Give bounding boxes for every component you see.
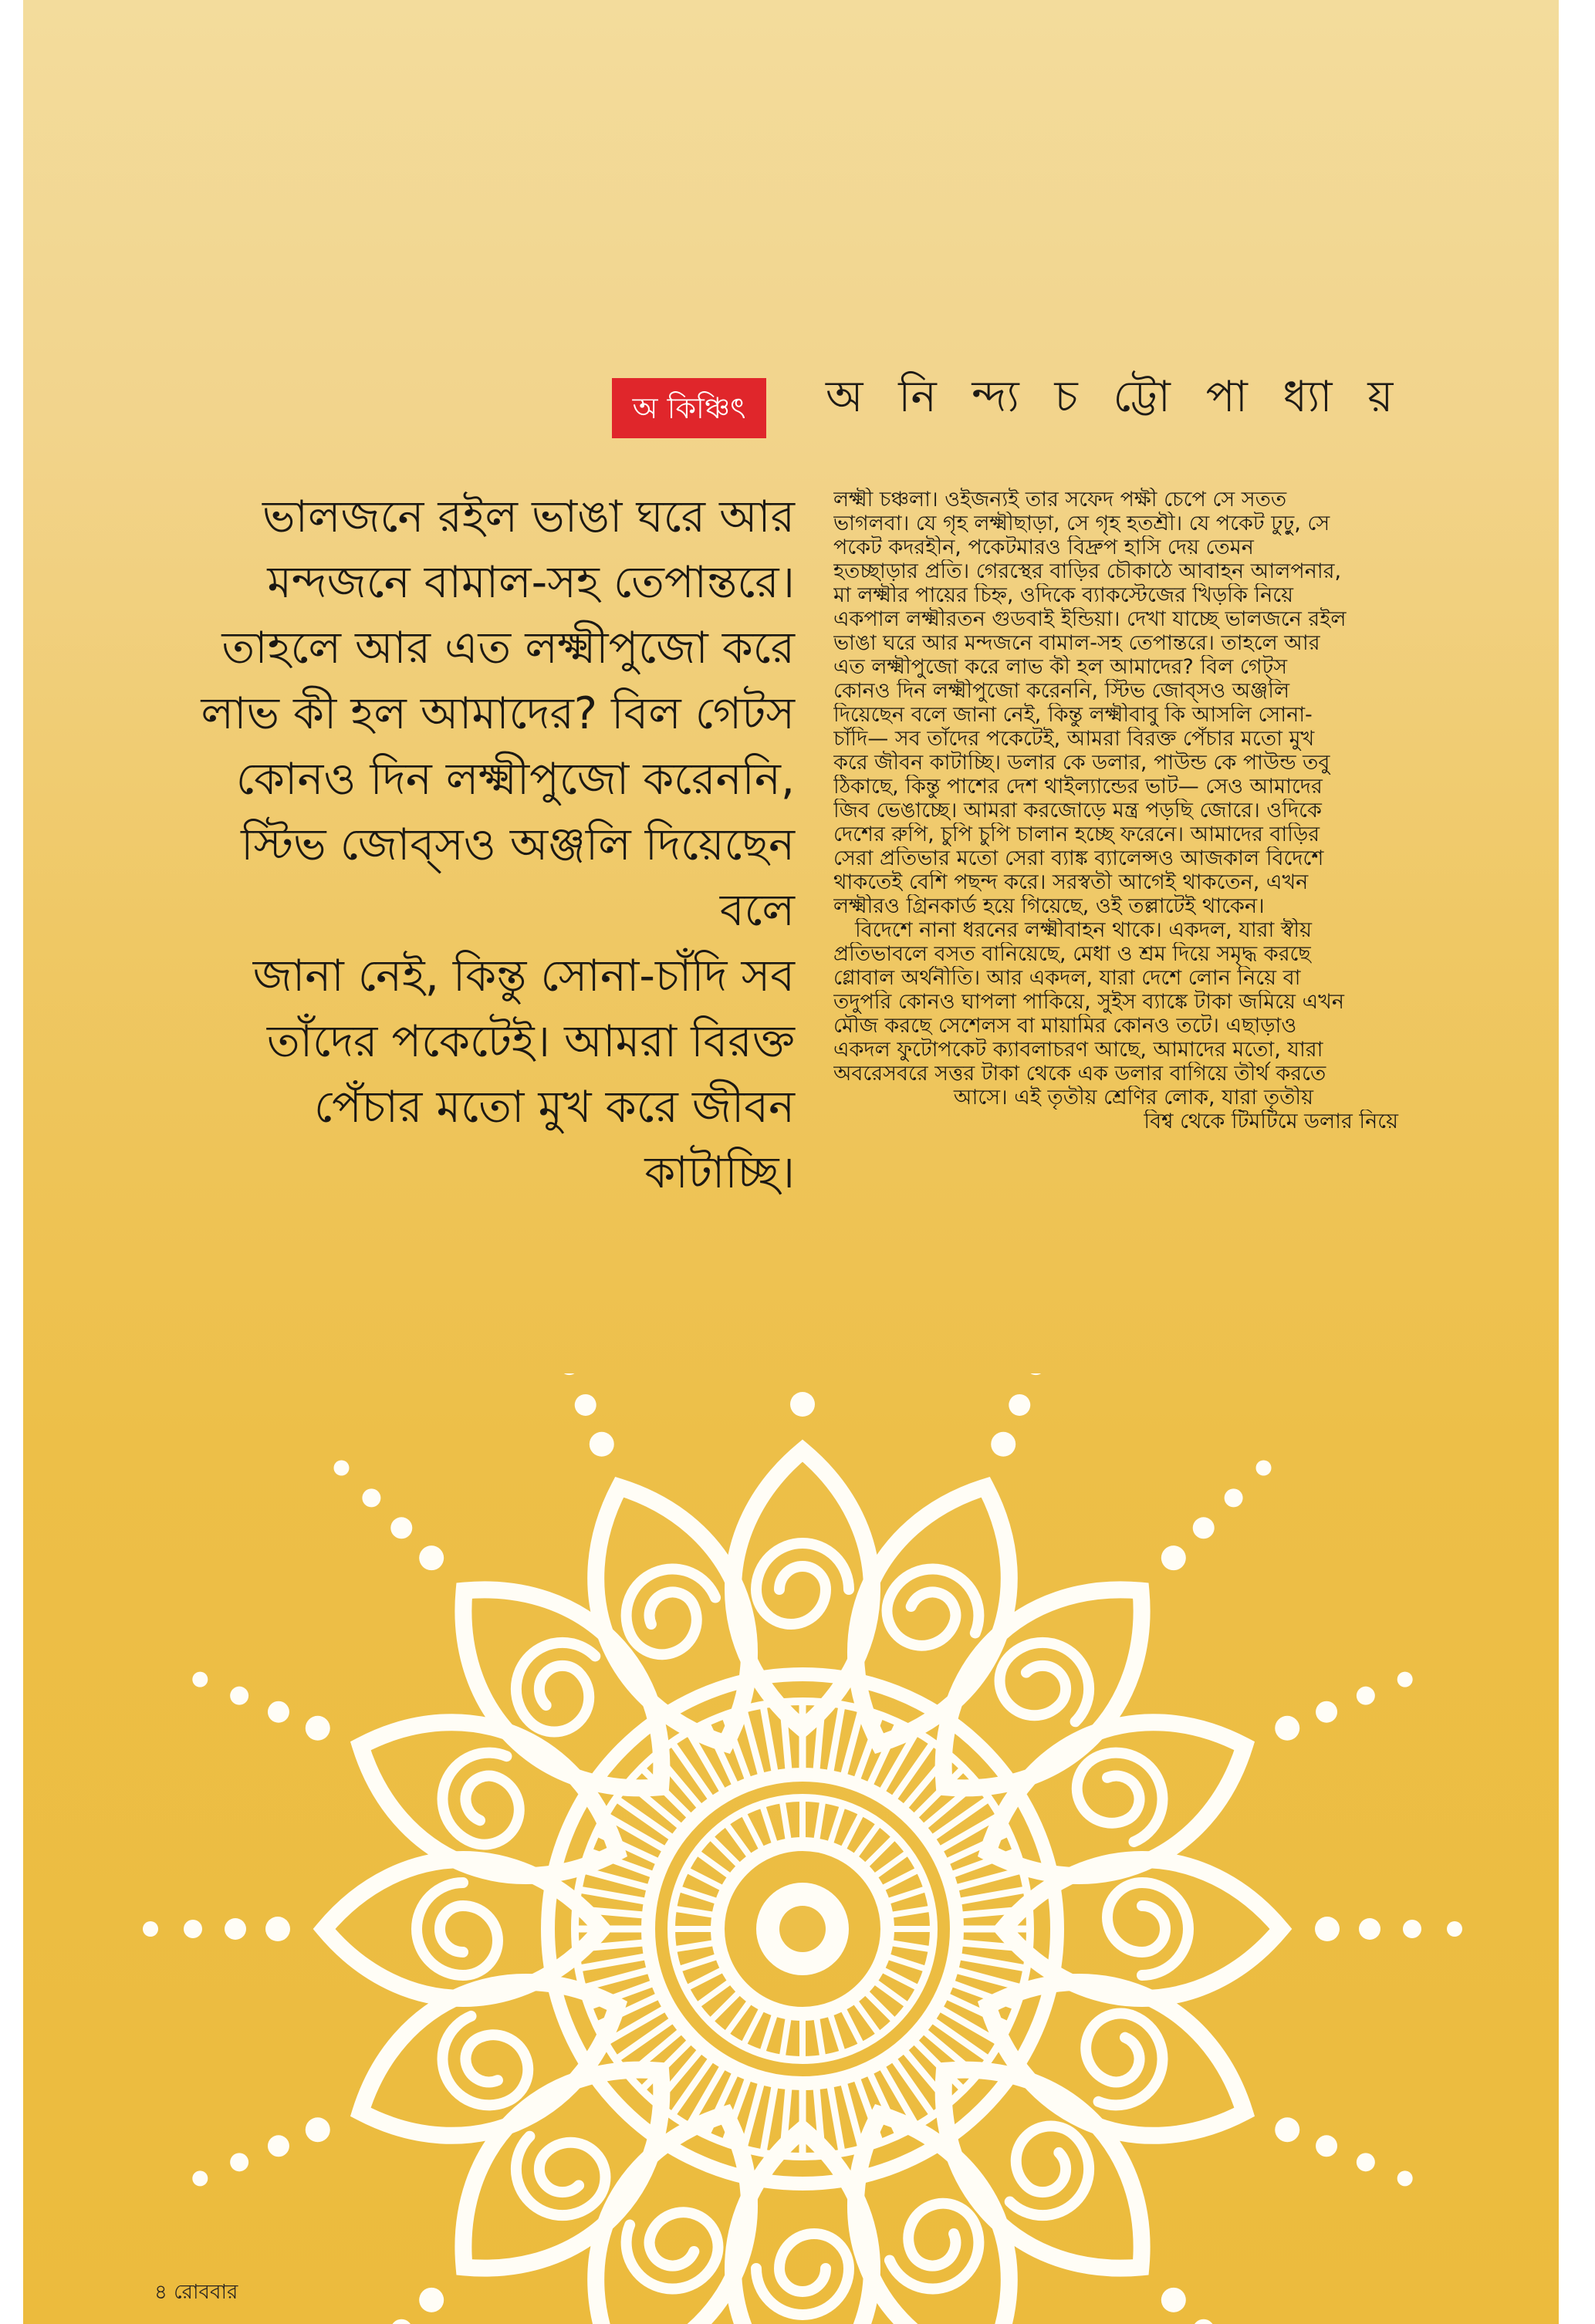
- pull-quote-line: তাঁদের পকেটেই। আমরা বিরক্ত: [266, 1016, 795, 1067]
- pull-quote-line: কোনও দিন লক্ষ্মীপুজো করেননি,: [235, 754, 795, 805]
- rangoli-inner-spoke: [763, 1808, 775, 1843]
- rangoli-spoke: [958, 1890, 1023, 1902]
- rangoli-inner-spoke: [689, 1971, 721, 1987]
- rangoli-dot: [386, 2315, 417, 2324]
- rangoli-dot: [386, 1512, 417, 1543]
- body-line: দিয়েছেন বলে জানা নেই, কিন্তু লক্ষ্মীবাবু কি আসলি সোনা-: [833, 703, 1313, 727]
- rangoli-spoke: [586, 1871, 650, 1888]
- body-line: মা লক্ষ্মীর পায়ের চিহ্ন, ওদিকে ব্যাকস্টেজের খিড়কি নিয়ে: [833, 583, 1294, 607]
- petal-swirl: [417, 1883, 498, 1975]
- page-margin-left: [0, 0, 23, 2324]
- rangoli-dot: [330, 1457, 352, 1478]
- rangoli-dot: [1005, 1391, 1034, 1420]
- body-line: একদল ফুটোপকেট ক্যাবলাচরণ আছে, আমাদের মতো, যারা: [833, 1038, 1323, 1062]
- body-line: জিব ভেঙাচ্ছে। আমরা করজোড়ে মন্ত্র পড়ছি জোরে। ওদিকে: [833, 799, 1322, 823]
- rangoli-inner-spoke: [782, 2019, 788, 2055]
- rangoli-spoke: [830, 1708, 842, 1773]
- rangoli-spoke: [955, 1970, 1019, 1987]
- body-line: দেশের রুপি, চুপি চুপি চালান হচ্ছে ফরেনে। আমাদের বাড়ির: [833, 823, 1320, 846]
- rangoli-dot: [227, 2150, 251, 2174]
- rangoli-inner-spoke: [816, 1803, 822, 1839]
- rangoli-dot: [1395, 1670, 1415, 1690]
- rangoli-dot: [190, 1670, 210, 1690]
- body-line: বিদেশে নানা ধরনের লক্ষ্মীবাহন থাকে। একদল, যারা স্বীয়: [855, 918, 1312, 942]
- alpana-rangoli-illustration: [23, 1373, 1559, 2324]
- pull-quote-line: স্টিভ জোব্‌সও অঞ্জলি দিয়েছেন বলে: [241, 819, 795, 936]
- rangoli-inner-spoke: [689, 1871, 721, 1887]
- rangoli-spoke: [745, 1713, 762, 1776]
- rangoli-inner-spoke: [889, 1890, 924, 1901]
- rangoli-inner-spoke: [763, 2015, 775, 2050]
- rangoli-dot: [1271, 2113, 1303, 2146]
- rangoli-dot: [414, 2282, 449, 2317]
- rangoli-inner-spoke: [830, 1808, 842, 1843]
- rangoli-spoke: [894, 1745, 931, 1799]
- rangoli-inner-spoke: [844, 1816, 860, 1848]
- rangoli-inner-spoke: [745, 2010, 761, 2042]
- rangoli-dot: [265, 2132, 293, 2160]
- rangoli-dot: [265, 1917, 290, 1941]
- rangoli-inner-spoke: [728, 2002, 749, 2032]
- rangoli-spoke: [582, 1890, 647, 1902]
- rangoli-dot: [1315, 1917, 1340, 1941]
- pull-quote-line: পেঁচার মতো মুখ করে জীবন: [313, 1082, 795, 1133]
- rangoli-dot: [1403, 1920, 1421, 1938]
- rangoli-inner-spoke: [677, 1943, 712, 1948]
- rangoli-dot: [1221, 1485, 1247, 1511]
- rangoli-dot: [987, 1428, 1019, 1461]
- rangoli-dot: [302, 2113, 334, 2146]
- rangoli-dot: [1271, 1712, 1303, 1745]
- pull-quote-line: তাহলে আর এত লক্ষ্মীপুজো করে: [221, 623, 795, 674]
- rangoli-inner-spoke: [700, 1854, 729, 1876]
- rangoli-dot: [1313, 2132, 1341, 2160]
- rangoli-spoke: [843, 2082, 860, 2145]
- section-tag: অ কিঞ্চিৎ: [612, 378, 766, 438]
- rangoli-dot: [1188, 2315, 1219, 2324]
- rangoli-inner-spoke: [844, 2010, 860, 2042]
- body-line: বিশ্ব থেকে টিমটিমে ডলার নিয়ে: [1144, 1110, 1398, 1133]
- rangoli-dot: [1353, 2150, 1377, 2174]
- rangoli-spoke: [843, 1713, 860, 1776]
- rangoli-spoke: [674, 1745, 712, 1799]
- body-line: গ্লোবাল অর্থনীতি। আর একদল, যারা দেশে লোন নিয়ে বা: [833, 966, 1301, 990]
- rangoli-inner-spoke: [830, 2015, 842, 2050]
- rangoli-dot: [225, 1918, 246, 1940]
- page-folio: ৪ রোববার: [154, 2281, 238, 2304]
- pull-quote-line: কাটাচ্ছি।: [644, 1147, 795, 1198]
- rangoli-inner-spoke: [867, 1993, 892, 2018]
- body-line: করে জীবন কাটাচ্ছি। ডলার কে ডলার, পাউন্ড কে পাউন্ড তবু: [833, 751, 1330, 775]
- rangoli-spoke: [894, 2059, 931, 2113]
- rangoli-inner-spoke: [884, 1971, 916, 1987]
- rangoli-dot: [1156, 2282, 1191, 2317]
- rangoli-spoke: [674, 2059, 712, 2113]
- rangoli-inner-spoke: [745, 1816, 761, 1848]
- rangoli-inner-spoke: [856, 1826, 877, 1856]
- rangoli-dot: [1447, 1921, 1462, 1937]
- petal-swirl: [756, 1543, 849, 1624]
- body-line: এত লক্ষ্মীপুজো করে লাভ কী হল আমাদের? বিল গেট্‌স: [833, 655, 1288, 679]
- rangoli-spoke: [586, 1970, 650, 1987]
- rangoli-inner-spoke: [782, 1803, 788, 1839]
- rangoli-dot: [571, 1391, 600, 1420]
- rangoli-dot: [557, 1373, 581, 1378]
- rangoli-spoke: [955, 1871, 1019, 1888]
- rangoli-inner-spoke: [856, 2002, 877, 2032]
- rangoli-inner-spoke: [884, 1871, 916, 1887]
- body-line: ভাগলবা। যে গৃহ লক্ষ্মীছাড়া, সে গৃহ হতশ্রী। যে পকেট ঢুঢ়ু, সে: [833, 512, 1330, 535]
- body-line: তদুপরি কোনও ঘাপলা পাকিয়ে, সুইস ব্যাঙ্কে টাকা জমিয়ে এখন: [833, 990, 1344, 1014]
- petal-swirl: [756, 2234, 849, 2315]
- rangoli-inner-spoke: [712, 1993, 738, 2018]
- body-line: লক্ষ্মী চঞ্চলা। ওইজন্যই তার সফেদ পক্ষী চেপে সে সতত: [833, 488, 1287, 512]
- rangoli-spoke: [745, 2082, 762, 2145]
- rangoli-spoke: [830, 2085, 842, 2150]
- rangoli-inner-spoke: [867, 1839, 892, 1864]
- rangoli-dot: [227, 1684, 251, 1708]
- rangoli-inner-spoke: [816, 2019, 822, 2055]
- body-line: হতচ্ছাড়ার প্রতি। গেরস্থের বাড়ির চৌকাঠে আবাহন আলপনার,: [833, 559, 1342, 583]
- rangoli-dot: [1024, 1373, 1048, 1378]
- body-line: লক্ষ্মীরও গ্রিনকার্ড হয়ে গিয়েছে, ওই তল্লাটেই থাকেন।: [833, 894, 1265, 918]
- rangoli-inner-spoke: [728, 1826, 749, 1856]
- rangoli-dot: [1353, 1684, 1377, 1708]
- rangoli-inner-spoke: [876, 1982, 905, 2004]
- body-line: আসে। এই তৃতীয় শ্রেণির লোক, যারা তৃতীয়: [953, 1086, 1313, 1110]
- rangoli-dot: [1252, 1457, 1274, 1478]
- rangoli-inner-spoke: [889, 1957, 924, 1968]
- rangoli-spoke: [582, 1957, 647, 1968]
- rangoli-spoke: [932, 2020, 986, 2058]
- rangoli-spoke: [958, 1957, 1023, 1968]
- body-line: ঠিকাছে, কিন্তু পাশের দেশ থাইল্যান্ডের ভাট— সেও আমাদের: [833, 775, 1323, 799]
- rangoli-dot: [184, 1920, 202, 1938]
- rangoli-dot: [414, 1541, 449, 1576]
- rangoli-inner-spoke: [700, 1982, 729, 2004]
- rangoli-spoke: [619, 1801, 673, 1839]
- rangoli-inner-spoke: [876, 1854, 905, 1876]
- body-line: পকেট কদরহীন, পকেটমারও বিদ্রুপ হাসি দেয় তেমন: [833, 535, 1254, 559]
- rangoli-inner-spoke: [893, 1909, 928, 1914]
- rangoli-dot: [1359, 1918, 1380, 1940]
- rangoli-inner-spoke: [677, 1909, 712, 1914]
- rangoli-dot: [265, 1697, 293, 1726]
- rangoli-spoke: [932, 1801, 986, 1839]
- body-line: অবরেসবরে সত্তর টাকা থেকে এক ডলার বাগিয়ে তীর্থ করতে: [833, 1062, 1326, 1086]
- body-line: থাকতেই বেশি পছন্দ করে। সরস্বতী আগেই থাকতেন, এখন: [833, 870, 1309, 894]
- rangoli-inner-spoke: [712, 1839, 738, 1864]
- body-line: সেরা প্রতিভার মতো সেরা ব্যাঙ্ক ব্যালেন্সও আজকাল বিদেশে: [833, 846, 1324, 870]
- article-body: [833, 488, 1452, 1133]
- rangoli-spoke: [764, 1708, 776, 1773]
- rangoli-dot: [302, 1712, 334, 1745]
- body-line: একপাল লক্ষ্মীরতন গুডবাই ইন্ডিয়া। দেখা যাচ্ছে ভালজনে রইল: [833, 607, 1347, 631]
- body-line: কোনও দিন লক্ষ্মীপুজো করেননি, স্টিভ জোব্‌সও অঞ্জলি: [833, 679, 1290, 703]
- author-byline: অ নি ন্দ্য চ ট্টো পা ধ্যা য়: [826, 372, 1404, 422]
- pull-quote-line: লাভ কী হল আমাদের? বিল গেটস: [201, 688, 795, 739]
- pull-quote-line: ভালজনে রইল ভাঙা ঘরে আর: [262, 491, 795, 542]
- body-line: মৌজ করছে সেশেলস বা মায়ামির কোনও তটে। এছাড়াও: [833, 1014, 1297, 1038]
- body-line: প্রতিভাবলে বসত বানিয়েছে, মেধা ও শ্রম দিয়ে সমৃদ্ধ করছে: [833, 942, 1311, 966]
- pull-quote-line: মন্দজনে বামাল-সহ তেপান্তরে।: [267, 557, 795, 608]
- petal-swirl: [1107, 1883, 1188, 1975]
- body-line: চাঁদি— সব তাঁদের পকেটেই, আমরা বিরক্ত পেঁচার মতো মুখ: [833, 727, 1315, 751]
- rangoli-dot: [1395, 2168, 1415, 2188]
- pull-quote-line: জানা নেই, কিন্তু সোনা-চাঁদি সব: [252, 951, 795, 1002]
- pull-quote: [162, 485, 795, 1206]
- body-line: ভাঙা ঘরে আর মন্দজনে বামাল-সহ তেপান্তরে। তাহলে আর: [833, 631, 1320, 655]
- rangoli-inner-spoke: [681, 1957, 716, 1968]
- rangoli-dot: [1313, 1697, 1341, 1726]
- rangoli-dot: [190, 2168, 210, 2188]
- rangoli-center-dot: [779, 1906, 826, 1952]
- rangoli-dot: [586, 1428, 618, 1461]
- rangoli-dot: [1156, 1541, 1191, 1576]
- rangoli-dot: [143, 1921, 158, 1937]
- rangoli-dot: [1188, 1512, 1219, 1543]
- rangoli-dot: [358, 1485, 384, 1511]
- rangoli-spoke: [619, 2020, 673, 2058]
- magazine-page: [23, 0, 1559, 2324]
- rangoli-inner-spoke: [681, 1890, 716, 1901]
- rangoli-inner-spoke: [893, 1943, 928, 1948]
- rangoli-dot: [790, 1392, 815, 1417]
- rangoli-spoke: [764, 2085, 776, 2150]
